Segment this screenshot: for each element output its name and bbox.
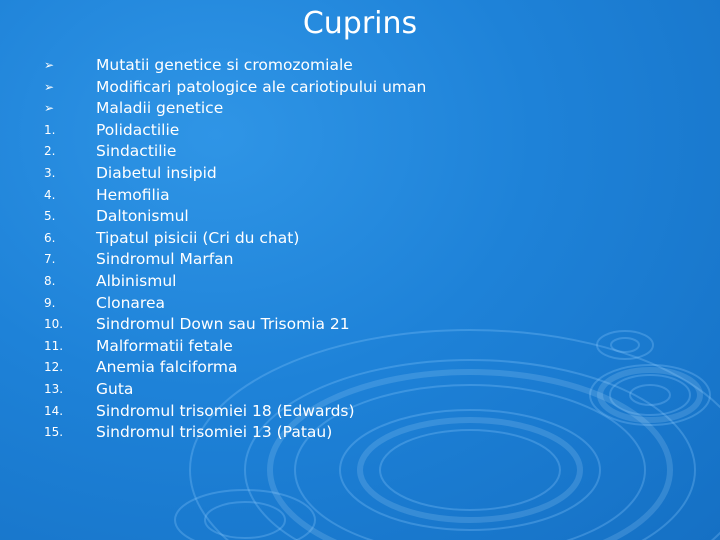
- arrow-bullet-icon: ➢: [44, 101, 55, 116]
- list-item-text: Mutatii genetice si cromozomiale: [96, 56, 353, 74]
- slide-title: Cuprins: [302, 6, 418, 41]
- list-number: 1.: [44, 122, 56, 137]
- list-item-text: Sindromul trisomiei 18 (Edwards): [96, 401, 355, 420]
- list-item: [0, 185, 600, 207]
- list-item: [0, 357, 600, 379]
- list-item: [0, 206, 600, 228]
- list-item: [0, 120, 600, 142]
- list-number: 7.: [44, 252, 56, 267]
- list-item-text: Sindromul Down sau Trisomia 21: [96, 315, 350, 334]
- list-item-text: Tipatul pisicii (Cri du chat): [96, 228, 300, 247]
- list-item-text: Sindromul trisomiei 13 (Patau): [96, 423, 333, 442]
- list-item-text: Sindromul Marfan: [96, 250, 234, 269]
- list-number: 9.: [44, 295, 56, 310]
- list-item: [0, 249, 600, 271]
- list-number: 15.: [44, 425, 64, 440]
- arrow-bullet-icon: ➢: [44, 58, 55, 72]
- list-item-text: Hemofilia: [96, 185, 170, 204]
- list-number: 11.: [44, 338, 64, 353]
- list-item-text: Modificari patologice ale cariotipului uman: [96, 77, 427, 96]
- list-item-text: Clonarea: [96, 293, 166, 312]
- list-item-text: Sindactilie: [96, 142, 177, 161]
- list-item: [0, 314, 600, 336]
- list-number: 8.: [44, 273, 56, 288]
- list-item: [0, 55, 600, 77]
- list-number: 4.: [44, 187, 56, 202]
- list-item: [0, 336, 600, 358]
- contents-list: [0, 55, 600, 444]
- list-number: 10.: [44, 317, 64, 332]
- list-number: 6.: [44, 230, 56, 245]
- list-item-text: Anemia falciforma: [96, 358, 238, 377]
- list-item: [0, 379, 600, 401]
- list-number: 5.: [44, 209, 56, 224]
- list-item-text: Guta: [96, 379, 134, 398]
- list-number: 13.: [44, 381, 64, 396]
- list-item-text: Daltonismul: [96, 207, 189, 226]
- list-item-text: Maladii genetice: [96, 99, 224, 118]
- list-item: [0, 293, 600, 315]
- list-item: [0, 77, 600, 99]
- list-item-text: Malformatii fetale: [96, 336, 233, 355]
- list-number: 12.: [44, 360, 64, 375]
- list-item: [0, 163, 600, 185]
- list-item: [0, 271, 600, 293]
- list-item: [0, 141, 600, 163]
- list-item-text: Diabetul insipid: [96, 163, 217, 182]
- list-number: 14.: [44, 403, 64, 418]
- list-item-text: Albinismul: [96, 271, 177, 290]
- list-item: [0, 401, 600, 423]
- list-number: 3.: [44, 165, 56, 180]
- list-item: [0, 98, 600, 120]
- list-item: [0, 228, 600, 250]
- arrow-bullet-icon: ➢: [44, 79, 55, 94]
- list-number: 2.: [44, 144, 56, 159]
- list-item: [0, 422, 600, 444]
- list-item-text: Polidactilie: [96, 120, 180, 139]
